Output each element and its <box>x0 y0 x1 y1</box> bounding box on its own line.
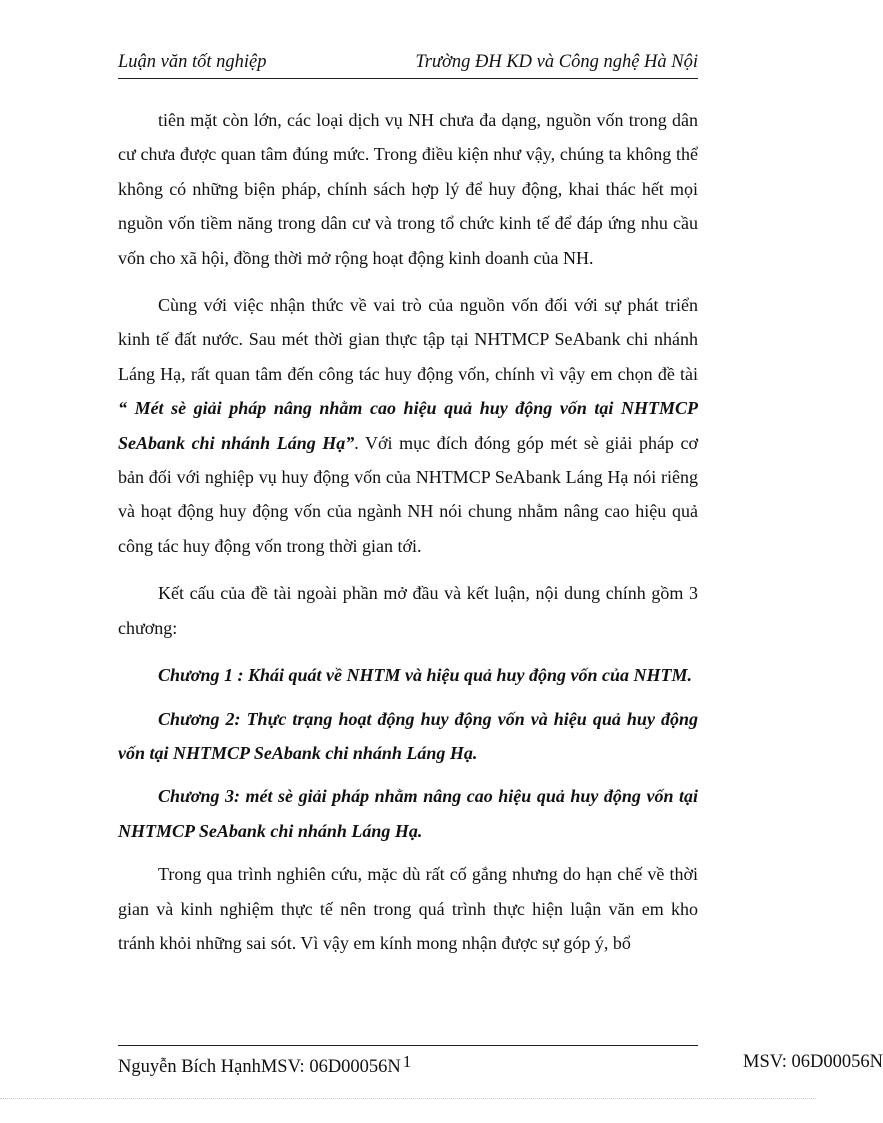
chapter-3-heading: Chương 3: mét sè giải pháp nhằm nâng cao hiệu quả huy động vốn tại NHTMCP SeAbank chi nhánh Láng Hạ. <box>118 786 698 841</box>
header-thesis-label: Luận văn tốt nghiệp <box>118 52 267 72</box>
paragraph-1: tiên mặt còn lớn, các loại dịch vụ NH chưa đa dạng, nguồn vốn trong dân cư chưa được quan tâm đúng mức. Trong điều kiện như vậy, chúng ta không thể không có những biện pháp, chính sách hợp lý để huy động, khai thác hết mọi nguồn vốn tiềm năng trong dân cư và trong tổ chức kinh tế để đáp ứng nhu cầu vốn cho xã hội, đồng thời mở rộng hoạt động kinh doanh của NH. <box>118 110 698 268</box>
thesis-title: “ Mét sè giải pháp nâng nhằm cao hiệu quả huy động vốn tại NHTMCP SeAbank chi nhánh Láng Hạ” <box>118 398 698 453</box>
paragraph-2 <box>118 288 698 563</box>
footer-author-label: Nguyễn Bích HạnhMSV: 06D00056N <box>118 1057 401 1077</box>
paragraph-3: Kết cấu của đề tài ngoài phần mở đầu và kết luận, nội dung chính gồm 3 chương: <box>118 583 698 638</box>
footer-author <box>118 1052 411 1078</box>
footer-student-id: MSV: 06D00056N <box>743 1052 883 1072</box>
paragraph-2-rest: . Với mục đích đóng góp mét sè giải pháp cơ bản đối với nghiệp vụ huy động vốn của NHTMCP SeAbank Láng Hạ nói riêng và hoạt động huy động vốn của ngành NH nói chung nhằm nâng cao hiệu quả công tác huy động vốn trong thời gian tới. <box>118 432 698 556</box>
header-university-label: Trường ĐH KD và Công nghệ Hà Nội <box>415 52 698 72</box>
chapter-2-heading: Chương 2: Thực trạng hoạt động huy động vốn và hiệu quả huy động vốn tại NHTMCP SeAbank chi nhánh Láng Hạ. <box>118 708 698 763</box>
chapter-1-heading: Chương 1 : Khái quát về NHTM và hiệu quả huy động vốn của NHTM. <box>158 665 693 686</box>
paragraph-2-intro: Cùng với việc nhận thức về vai trò của nguồn vốn đối với sự phát triển kinh tế đất nước. Sau mét thời gian thực tập tại NHTMCP SeAbank chi nhánh Láng Hạ, rất quan tâm đến công tác huy động vốn, chính vì vậy em chọn đề tài <box>118 295 698 384</box>
paragraph-4: Trong qua trình nghiên cứu, mặc dù rất cố gắng nhưng do hạn chế về thời gian và kinh nghiệm thực tế nên trong quá trình thực hiện luận văn em kho tránh khỏi những sai sót. Vì vậy em kính mong nhận được sự góp ý, bổ <box>118 864 698 953</box>
document-body <box>118 103 698 973</box>
page-bottom-dotted-line <box>0 1098 816 1099</box>
footer-divider <box>118 1045 698 1046</box>
page-header <box>118 50 698 79</box>
page-number: 1 <box>402 1052 412 1071</box>
